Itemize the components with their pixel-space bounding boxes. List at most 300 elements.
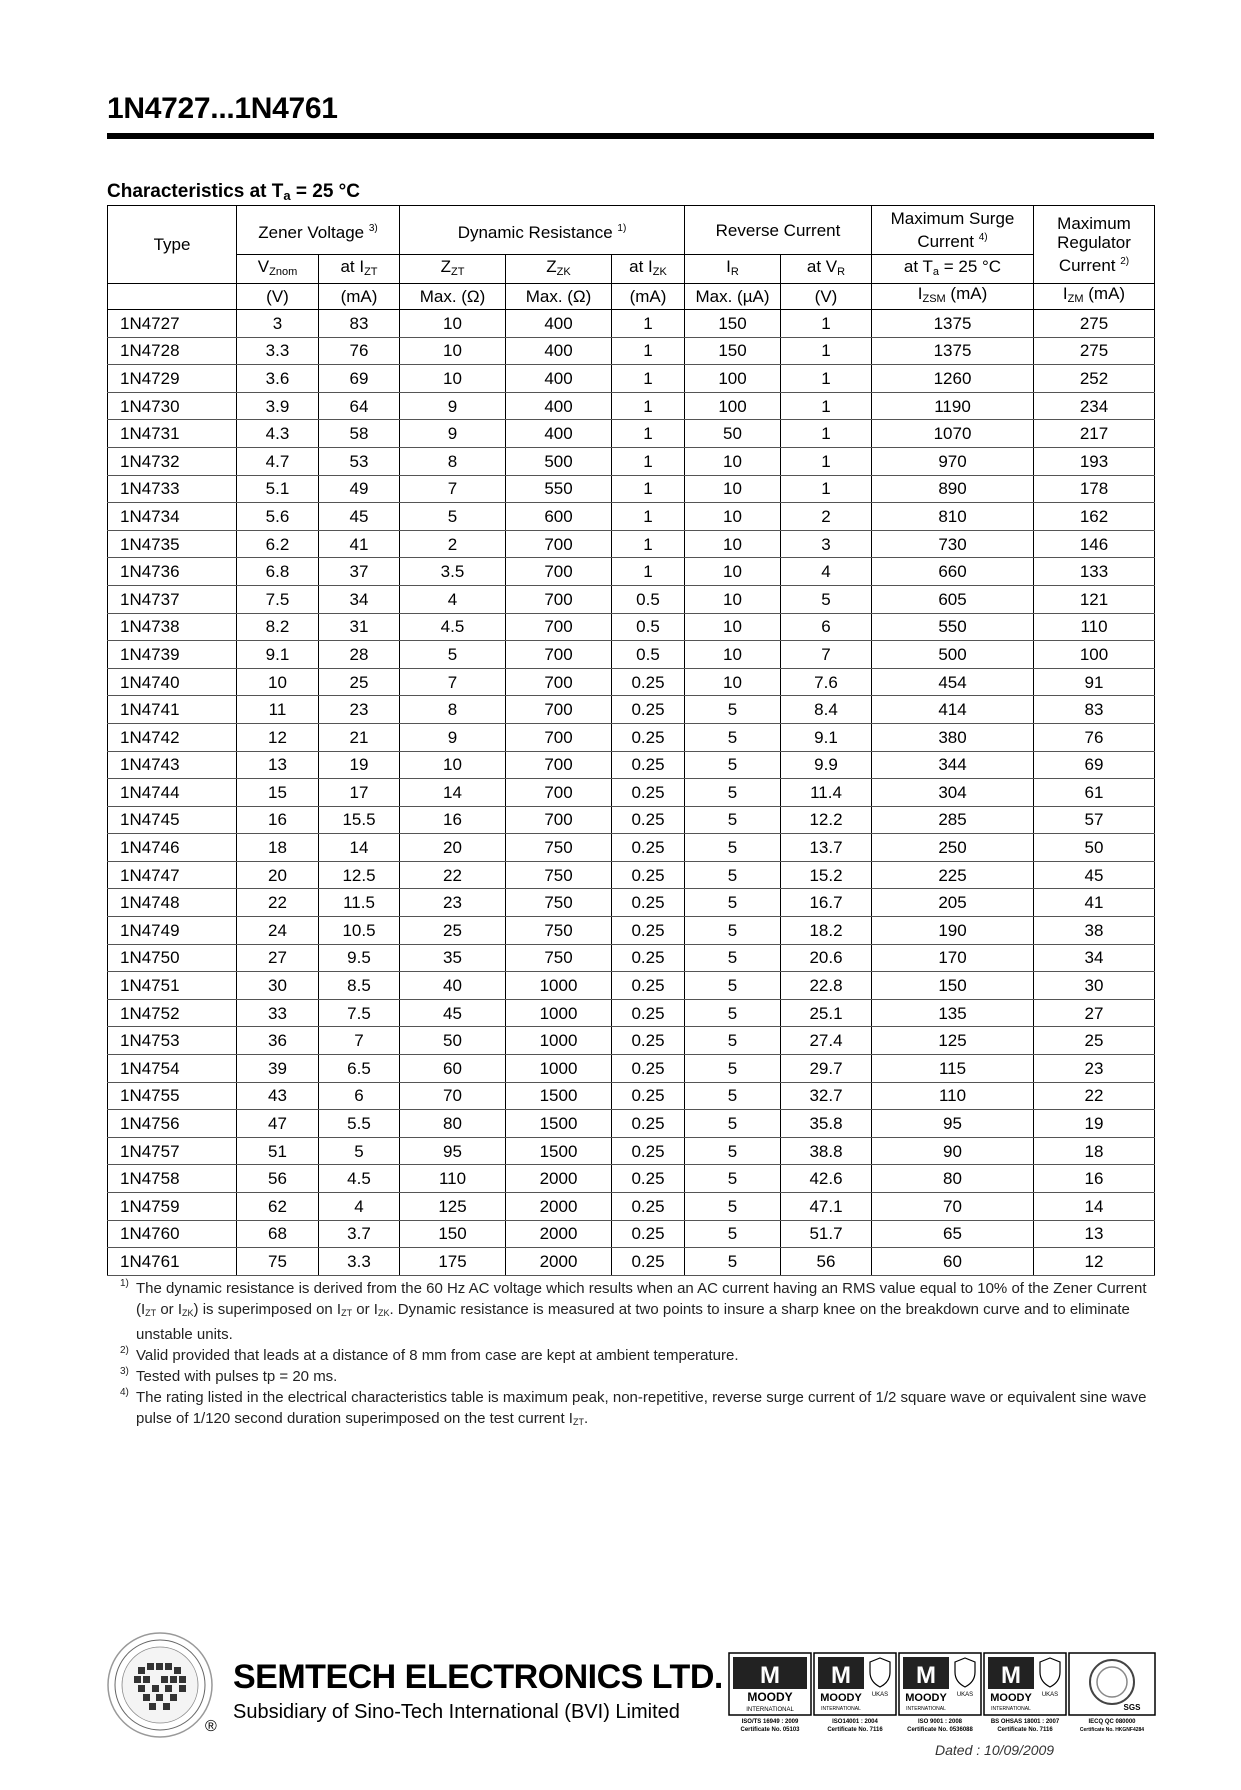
table-cell: 5 [685, 1027, 781, 1055]
table-cell: 7.5 [319, 999, 400, 1027]
header-max-surge: Maximum Surge Current $^{4)}$ [872, 206, 1034, 255]
header-unit-zzk: Max. (Ω) [506, 284, 612, 310]
header-vznom: $V_{Znom}$ [237, 255, 319, 284]
table-row [108, 972, 1155, 1000]
header-at-vr: at $V_R$ [781, 255, 872, 284]
table-cell: 1070 [872, 420, 1034, 448]
table-cell: 16 [400, 806, 506, 834]
table-cell: 1N4727 [108, 310, 237, 338]
table-cell: 150 [685, 337, 781, 365]
table-cell: 70 [872, 1193, 1034, 1221]
table-cell: 400 [506, 365, 612, 393]
table-cell: 970 [872, 447, 1034, 475]
table-cell: 41 [319, 530, 400, 558]
table-cell: 1N4749 [108, 917, 237, 945]
table-cell: 3.7 [319, 1220, 400, 1248]
table-row [108, 944, 1155, 972]
table-cell: 1260 [872, 365, 1034, 393]
table-cell: 7 [319, 1027, 400, 1055]
table-cell: 750 [506, 834, 612, 862]
table-cell: 18 [237, 834, 319, 862]
table-cell: 1000 [506, 972, 612, 1000]
table-cell: 7 [400, 475, 506, 503]
table-row [108, 558, 1155, 586]
table-cell: 15 [237, 779, 319, 807]
table-cell: 660 [872, 558, 1034, 586]
table-cell: 700 [506, 585, 612, 613]
table-row [108, 917, 1155, 945]
table-cell: 30 [237, 972, 319, 1000]
table-cell: 700 [506, 806, 612, 834]
table-cell: 5 [685, 834, 781, 862]
table-row [108, 475, 1155, 503]
table-cell: 225 [872, 861, 1034, 889]
table-cell: 7 [400, 668, 506, 696]
table-cell: 3.5 [400, 558, 506, 586]
table-cell: 0.25 [612, 696, 685, 724]
table-cell: 0.25 [612, 723, 685, 751]
table-cell: 8 [400, 447, 506, 475]
table-cell: 500 [872, 641, 1034, 669]
table-row [108, 392, 1155, 420]
table-cell: 400 [506, 392, 612, 420]
table-cell: 10 [685, 641, 781, 669]
table-cell: 25 [1034, 1027, 1155, 1055]
table-cell: 150 [400, 1220, 506, 1248]
table-cell: 37 [319, 558, 400, 586]
table-cell: 121 [1034, 585, 1155, 613]
table-cell: 605 [872, 585, 1034, 613]
table-cell: 95 [400, 1137, 506, 1165]
table-cell: 170 [872, 944, 1034, 972]
table-cell: 700 [506, 723, 612, 751]
table-row [108, 1082, 1155, 1110]
table-cell: 5 [685, 1137, 781, 1165]
table-cell: 90 [872, 1137, 1034, 1165]
table-cell: 6 [781, 613, 872, 641]
table-cell: 5 [685, 696, 781, 724]
table-cell: 1 [781, 392, 872, 420]
header-at-izt: at $I_{ZT}$ [319, 255, 400, 284]
table-cell: 18.2 [781, 917, 872, 945]
table-cell: 0.25 [612, 1137, 685, 1165]
table-cell: 1000 [506, 999, 612, 1027]
table-cell: 1N4757 [108, 1137, 237, 1165]
table-cell: 16.7 [781, 889, 872, 917]
table-cell: 9 [400, 392, 506, 420]
table-cell: 45 [400, 999, 506, 1027]
table-cell: 14 [400, 779, 506, 807]
table-cell: 58 [319, 420, 400, 448]
table-cell: 68 [237, 1220, 319, 1248]
table-cell: 5 [685, 806, 781, 834]
header-unit-zzt: Max. (Ω) [400, 284, 506, 310]
table-cell: 1N4746 [108, 834, 237, 862]
table-cell: 7.6 [781, 668, 872, 696]
company-subsidiary: Subsidiary of Sino-Tech International (BVI) Limited [233, 1701, 680, 1723]
table-cell: 193 [1034, 447, 1155, 475]
table-cell: 1N4738 [108, 613, 237, 641]
table-cell: 0.25 [612, 1110, 685, 1138]
table-cell: 9.5 [319, 944, 400, 972]
table-cell: 0.5 [612, 641, 685, 669]
table-cell: 5 [400, 503, 506, 531]
table-cell: 1N4740 [108, 668, 237, 696]
table-cell: 10.5 [319, 917, 400, 945]
table-cell: 12.2 [781, 806, 872, 834]
table-cell: 0.25 [612, 972, 685, 1000]
table-cell: 5 [685, 1055, 781, 1083]
table-cell: 1N4758 [108, 1165, 237, 1193]
table-cell: 8 [400, 696, 506, 724]
table-cell: 4 [400, 585, 506, 613]
table-cell: 39 [237, 1055, 319, 1083]
table-row [108, 1220, 1155, 1248]
table-cell: 4.3 [237, 420, 319, 448]
table-cell: 217 [1034, 420, 1155, 448]
table-cell: 4.5 [319, 1165, 400, 1193]
footnote-3: 3) Tested with pulses tp = 20 ms. [120, 1366, 338, 1385]
table-cell: 1 [781, 310, 872, 338]
table-cell: 175 [400, 1248, 506, 1276]
table-cell: 1 [612, 530, 685, 558]
table-cell: 1 [612, 475, 685, 503]
table-cell: 5 [685, 917, 781, 945]
table-cell: 69 [319, 365, 400, 393]
table-row [108, 1193, 1155, 1221]
table-cell: 110 [1034, 613, 1155, 641]
table-cell: 5 [685, 999, 781, 1027]
table-row [108, 806, 1155, 834]
header-zzt: $Z_{ZT}$ [400, 255, 506, 284]
table-cell: 700 [506, 558, 612, 586]
table-cell: 1N4732 [108, 447, 237, 475]
table-cell: 32.7 [781, 1082, 872, 1110]
table-cell: 400 [506, 420, 612, 448]
table-cell: 5 [685, 1110, 781, 1138]
svg-text:M: M [1001, 1662, 1021, 1689]
header-zzk: $Z_{ZK}$ [506, 255, 612, 284]
cert-3 [899, 1653, 981, 1733]
table-cell: 0.25 [612, 1055, 685, 1083]
table-cell: 25.1 [781, 999, 872, 1027]
table-cell: 1000 [506, 1027, 612, 1055]
table-cell: 2000 [506, 1193, 612, 1221]
table-row [108, 999, 1155, 1027]
table-cell: 12 [1034, 1248, 1155, 1276]
table-cell: 42.6 [781, 1165, 872, 1193]
header-unit-izsm: $I_{ZSM}$ (mA) [872, 284, 1034, 310]
svg-text:M: M [831, 1662, 851, 1689]
table-cell: 1N4744 [108, 779, 237, 807]
svg-text:INTERNATIONAL: INTERNATIONAL [821, 1706, 861, 1712]
svg-text:INTERNATIONAL: INTERNATIONAL [906, 1706, 946, 1712]
table-cell: 1N4729 [108, 365, 237, 393]
table-cell: 8.5 [319, 972, 400, 1000]
table-cell: 0.25 [612, 1248, 685, 1276]
svg-text:INTERNATIONAL: INTERNATIONAL [746, 1707, 794, 1713]
svg-text:IECQ QC 080000: IECQ QC 080000 [1088, 1719, 1136, 1725]
svg-text:UKAS: UKAS [871, 1692, 889, 1698]
table-cell: 1 [612, 337, 685, 365]
table-cell: 178 [1034, 475, 1155, 503]
header-unit-ir: Max. (µA) [685, 284, 781, 310]
table-cell: 6.8 [237, 558, 319, 586]
table-cell: 25 [400, 917, 506, 945]
table-cell: 41 [1034, 889, 1155, 917]
table-cell: 0.25 [612, 889, 685, 917]
svg-text:MOODY: MOODY [820, 1692, 862, 1704]
svg-text:Certificate No. 0536088: Certificate No. 0536088 [907, 1727, 973, 1733]
table-row [108, 530, 1155, 558]
table-cell: 125 [400, 1193, 506, 1221]
table-cell: 49 [319, 475, 400, 503]
table-cell: 0.5 [612, 613, 685, 641]
table-cell: 76 [319, 337, 400, 365]
table-cell: 2 [400, 530, 506, 558]
table-cell: 1 [781, 420, 872, 448]
document-title: 1N4727...1N4761 [107, 92, 338, 125]
table-cell: 5 [685, 1220, 781, 1248]
table-cell: 35 [400, 944, 506, 972]
header-type: Type [108, 206, 237, 284]
table-cell: 1N4741 [108, 696, 237, 724]
table-cell: 30 [1034, 972, 1155, 1000]
table-cell: 4 [319, 1193, 400, 1221]
table-cell: 1 [781, 447, 872, 475]
table-row [108, 641, 1155, 669]
table-cell: 250 [872, 834, 1034, 862]
table-cell: 8.2 [237, 613, 319, 641]
table-cell: 550 [506, 475, 612, 503]
table-row [108, 585, 1155, 613]
table-cell: 9 [400, 420, 506, 448]
table-row [108, 779, 1155, 807]
table-cell: 45 [1034, 861, 1155, 889]
table-row [108, 834, 1155, 862]
table-cell: 750 [506, 861, 612, 889]
table-cell: 500 [506, 447, 612, 475]
table-cell: 75 [237, 1248, 319, 1276]
table-cell: 3 [781, 530, 872, 558]
header-unit-type [108, 284, 237, 310]
table-cell: 1 [612, 310, 685, 338]
table-cell: 12.5 [319, 861, 400, 889]
table-cell: 19 [1034, 1110, 1155, 1138]
header-surge-condition: at $T_a = 25$ °C [872, 255, 1034, 284]
table-cell: 5 [685, 779, 781, 807]
table-cell: 0.25 [612, 779, 685, 807]
certification-logos [728, 1652, 1158, 1734]
table-cell: 9 [400, 723, 506, 751]
table-cell: 56 [237, 1165, 319, 1193]
table-cell: 700 [506, 613, 612, 641]
table-cell: 27 [1034, 999, 1155, 1027]
header-unit-izt: (mA) [319, 284, 400, 310]
table-cell: 11.4 [781, 779, 872, 807]
table-cell: 1N4737 [108, 585, 237, 613]
table-cell: 1N4753 [108, 1027, 237, 1055]
header-dynamic-resistance: Dynamic Resistance $^{1)}$ [400, 206, 685, 255]
table-cell: 10 [685, 585, 781, 613]
table-cell: 1 [781, 365, 872, 393]
table-cell: 5.6 [237, 503, 319, 531]
table-cell: 1N4733 [108, 475, 237, 503]
table-row [108, 1137, 1155, 1165]
table-cell: 1N4756 [108, 1110, 237, 1138]
table-cell: 700 [506, 779, 612, 807]
svg-text:UKAS: UKAS [1041, 1692, 1059, 1698]
table-row [108, 861, 1155, 889]
table-row [108, 310, 1155, 338]
table-cell: 100 [1034, 641, 1155, 669]
table-cell: 34 [319, 585, 400, 613]
table-row [108, 1055, 1155, 1083]
table-cell: 150 [872, 972, 1034, 1000]
table-cell: 5 [685, 889, 781, 917]
table-cell: 135 [872, 999, 1034, 1027]
table-cell: 27 [237, 944, 319, 972]
table-cell: 19 [319, 751, 400, 779]
table-caption: Characteristics at $T_a = 25$ °C [107, 181, 360, 203]
svg-text:Certificate No. HKGNF4284: Certificate No. HKGNF4284 [1079, 1727, 1145, 1733]
header-unit-izk: (mA) [612, 284, 685, 310]
table-cell: 700 [506, 696, 612, 724]
table-cell: 550 [872, 613, 1034, 641]
table-row [108, 751, 1155, 779]
table-cell: 1N4728 [108, 337, 237, 365]
svg-text:BS OHSAS 18001 : 2007: BS OHSAS 18001 : 2007 [990, 1719, 1060, 1725]
table-cell: 1N4745 [108, 806, 237, 834]
table-row [108, 668, 1155, 696]
table-cell: 10 [400, 365, 506, 393]
table-cell: 83 [1034, 696, 1155, 724]
table-cell: 1 [612, 447, 685, 475]
table-cell: 1 [612, 420, 685, 448]
table-cell: 5 [685, 1165, 781, 1193]
table-cell: 0.25 [612, 944, 685, 972]
table-cell: 57 [1034, 806, 1155, 834]
table-cell: 1N4742 [108, 723, 237, 751]
table-cell: 5 [319, 1137, 400, 1165]
table-cell: 1N4730 [108, 392, 237, 420]
table-cell: 0.25 [612, 1193, 685, 1221]
table-cell: 1N4747 [108, 861, 237, 889]
table-cell: 8.4 [781, 696, 872, 724]
footnotes [120, 1278, 1155, 1433]
table-cell: 234 [1034, 392, 1155, 420]
table-cell: 0.25 [612, 917, 685, 945]
table-cell: 22 [400, 861, 506, 889]
table-cell: 36 [237, 1027, 319, 1055]
cert-1 [729, 1653, 811, 1733]
table-cell: 10 [685, 503, 781, 531]
table-cell: 0.25 [612, 999, 685, 1027]
table-cell: 0.25 [612, 806, 685, 834]
table-cell: 1 [612, 503, 685, 531]
table-cell: 1N4761 [108, 1248, 237, 1276]
table-cell: 133 [1034, 558, 1155, 586]
table-cell: 344 [872, 751, 1034, 779]
table-cell: 5 [685, 944, 781, 972]
table-cell: 9.1 [781, 723, 872, 751]
table-cell: 125 [872, 1027, 1034, 1055]
table-cell: 1N4748 [108, 889, 237, 917]
header-ir: $I_R$ [685, 255, 781, 284]
table-cell: 7 [781, 641, 872, 669]
table-cell: 10 [685, 558, 781, 586]
table-cell: 1500 [506, 1110, 612, 1138]
table-cell: 0.5 [612, 585, 685, 613]
table-cell: 750 [506, 917, 612, 945]
table-cell: 25 [319, 668, 400, 696]
table-row [108, 613, 1155, 641]
table-cell: 20 [237, 861, 319, 889]
table-cell: 50 [685, 420, 781, 448]
table-cell: 810 [872, 503, 1034, 531]
cert-2 [814, 1653, 896, 1733]
table-cell: 750 [506, 889, 612, 917]
cert-5 [1069, 1653, 1155, 1733]
table-cell: 10 [400, 310, 506, 338]
table-cell: 20.6 [781, 944, 872, 972]
table-cell: 5 [685, 972, 781, 1000]
table-cell: 95 [872, 1110, 1034, 1138]
table-cell: 1N4751 [108, 972, 237, 1000]
table-cell: 24 [237, 917, 319, 945]
table-cell: 15.2 [781, 861, 872, 889]
table-cell: 16 [237, 806, 319, 834]
table-cell: 51.7 [781, 1220, 872, 1248]
svg-text:Certificate No. 7116: Certificate No. 7116 [997, 1727, 1053, 1733]
table-cell: 750 [506, 944, 612, 972]
table-cell: 600 [506, 503, 612, 531]
table-cell: 100 [685, 365, 781, 393]
table-cell: 14 [1034, 1193, 1155, 1221]
table-cell: 69 [1034, 751, 1155, 779]
table-cell: 10 [685, 447, 781, 475]
table-cell: 5 [781, 585, 872, 613]
table-cell: 700 [506, 751, 612, 779]
table-cell: 1N4736 [108, 558, 237, 586]
table-cell: 275 [1034, 337, 1155, 365]
table-cell: 0.25 [612, 1220, 685, 1248]
table-cell: 400 [506, 337, 612, 365]
table-cell: 2 [781, 503, 872, 531]
table-cell: 1 [612, 558, 685, 586]
table-cell: 1N4739 [108, 641, 237, 669]
table-cell: 11 [237, 696, 319, 724]
table-cell: 91 [1034, 668, 1155, 696]
svg-text:Certificate No. 05103: Certificate No. 05103 [740, 1727, 800, 1733]
table-cell: 0.25 [612, 668, 685, 696]
table-cell: 22 [1034, 1082, 1155, 1110]
table-cell: 890 [872, 475, 1034, 503]
table-cell: 23 [400, 889, 506, 917]
table-row [108, 1027, 1155, 1055]
footnote-4: 4) The rating listed in the electrical characteristics table is maximum peak, non-repetitive, reverse surge current of 1/2 square wave or equivalent sine wave pulse of 1/120 second duration superimposed on the test current $I_{ZT}$. [120, 1387, 1147, 1427]
table-row [108, 723, 1155, 751]
table-cell: 17 [319, 779, 400, 807]
table-cell: 29.7 [781, 1055, 872, 1083]
registered-mark: ® [205, 1718, 217, 1735]
table-cell: 0.25 [612, 1082, 685, 1110]
header-max-regulator: Maximum Regulator Current $^{2)}$ [1034, 206, 1155, 284]
table-cell: 10 [685, 475, 781, 503]
table-cell: 10 [237, 668, 319, 696]
table-row [108, 365, 1155, 393]
table-cell: 1375 [872, 310, 1034, 338]
